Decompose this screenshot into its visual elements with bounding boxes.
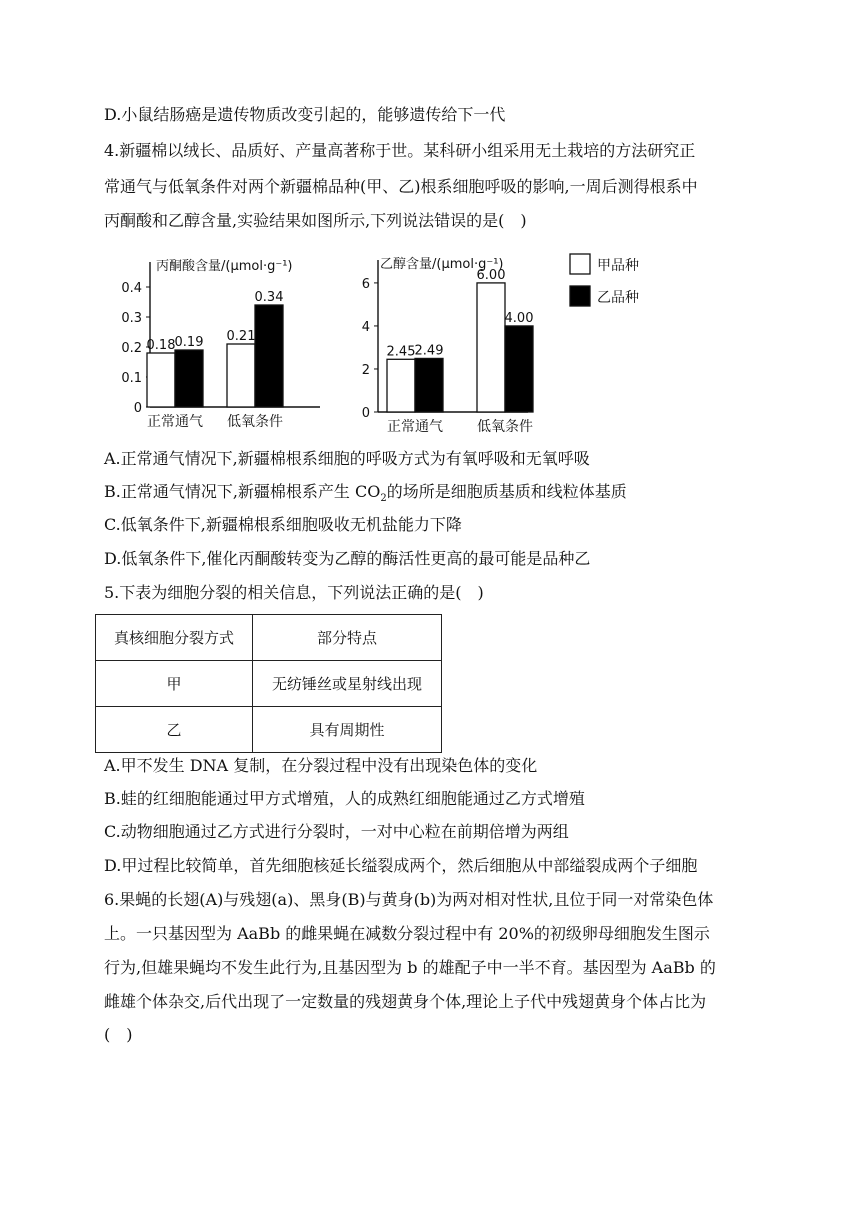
chart-title: 乙醇含量/(μmol·g⁻¹) [380,257,504,272]
table-cell: 无纺锤丝或星射线出现 [253,661,442,707]
table-row [96,707,442,753]
q3-option-d: D.小鼠结肠癌是遗传物质改变引起的，能够遗传给下一代 [104,105,506,124]
y-tick-label: 4 [361,319,370,335]
data-label: 0.18 [146,338,176,353]
co2-subscript: 2 [380,493,387,505]
bar [387,359,415,412]
y-tick-label: 0 [133,401,142,416]
bar [415,358,443,412]
q5-option-a: A.甲不发生 DNA 复制，在分裂过程中没有出现染色体的变化 [104,756,538,775]
q4-stem-line-3: 丙酮酸和乙醇含量,实验结果如图所示,下列说法错误的是( ) [104,211,527,230]
table-header-cell: 部分特点 [253,615,442,661]
bar [255,305,283,407]
data-label: 0.19 [174,335,204,350]
table-row [96,661,442,707]
bar [147,353,175,407]
y-tick-label: 0.1 [121,371,142,386]
legend-swatch [570,254,590,274]
legend-label: 乙品种 [597,290,639,306]
bar [505,326,533,412]
legend-swatch [570,286,590,306]
y-tick-label: 2 [361,362,370,378]
q5-option-c: C.动物细胞通过乙方式进行分裂时，一对中心粒在前期倍增为两组 [104,822,569,841]
x-tick-label: 低氧条件 [227,414,283,430]
data-label: 2.45 [386,344,416,360]
data-label: 6.00 [476,267,506,283]
y-tick-label: 0.4 [121,281,142,296]
table-header-cell: 真核细胞分裂方式 [96,615,253,661]
bar [477,283,505,412]
data-label: 0.21 [226,329,256,344]
q4-option-b-text: B.正常通气情况下,新疆棉根系产生 CO [104,482,381,501]
q5-option-d: D.甲过程比较简单，首先细胞核延长缢裂成两个，然后细胞从中部缢裂成两个子细胞 [104,856,698,875]
q5-option-b: B.蛙的红细胞能通过甲方式增殖，人的成熟红细胞能通过乙方式增殖 [104,789,585,808]
q4-option-b [104,481,627,510]
table-cell: 甲 [96,661,253,707]
y-tick-label: 0.3 [121,311,142,326]
y-tick-label: 0.2 [121,341,142,356]
table-cell: 乙 [96,707,253,753]
q4-option-a: A.正常通气情况下,新疆棉根系细胞的呼吸方式为有氧呼吸和无氧呼吸 [104,449,590,468]
q5-stem: 5.下表为细胞分裂的相关信息，下列说法正确的是( ) [104,583,484,602]
q4-figure [100,242,660,442]
q6-stem-line-3: 行为,但雄果蝇均不发生此行为,且基因型为 b 的雄配子中一半不育。基因型为 AaBb 的 [104,958,716,977]
chart-title: 丙酮酸含量/(μmol·g⁻¹) [156,259,293,274]
x-tick-label: 正常通气 [387,419,443,435]
q4-option-c: C.低氧条件下,新疆棉根系细胞吸收无机盐能力下降 [104,515,462,534]
x-tick-label: 低氧条件 [477,419,533,435]
cell-division-table [95,614,442,753]
y-tick-label: 6 [361,276,370,292]
table-header-row [96,615,442,661]
data-label: 0.34 [254,290,284,305]
legend-label: 甲品种 [597,258,639,274]
x-tick-label: 正常通气 [147,414,203,430]
data-label: 2.49 [414,343,444,359]
data-label: 4.00 [504,310,534,326]
q4-option-d: D.低氧条件下,催化丙酮酸转变为乙醇的酶活性更高的最可能是品种乙 [104,549,591,568]
q4-stem-line-1: 4.新疆棉以绒长、品质好、产量高著称于世。某科研小组采用无土栽培的方法研究正 [104,141,696,160]
q4-option-b-text-end: 的场所是细胞质基质和线粒体基质 [386,482,627,501]
q4-stem-line-2: 常通气与低氧条件对两个新疆棉品种(甲、乙)根系细胞呼吸的影响,一周后测得根系中 [104,177,698,196]
q6-stem-line-4: 雌雄个体杂交,后代出现了一定数量的残翅黄身个体,理论上子代中残翅黄身个体占比为 [104,992,707,1011]
y-tick-label: 0 [361,406,370,421]
bar-charts [100,242,660,442]
q6-stem-line-2: 上。一只基因型为 AaBb 的雌果蝇在减数分裂过程中有 20%的初级卵母细胞发生图示 [104,924,710,943]
bar [175,350,203,407]
bar [227,344,255,407]
table-cell: 具有周期性 [253,707,442,753]
q6-stem-line-1: 6.果蝇的长翅(A)与残翅(a)、黑身(B)与黄身(b)为两对相对性状,且位于同一对常染色体 [104,890,714,909]
q6-stem-line-5: ( ) [104,1025,133,1044]
